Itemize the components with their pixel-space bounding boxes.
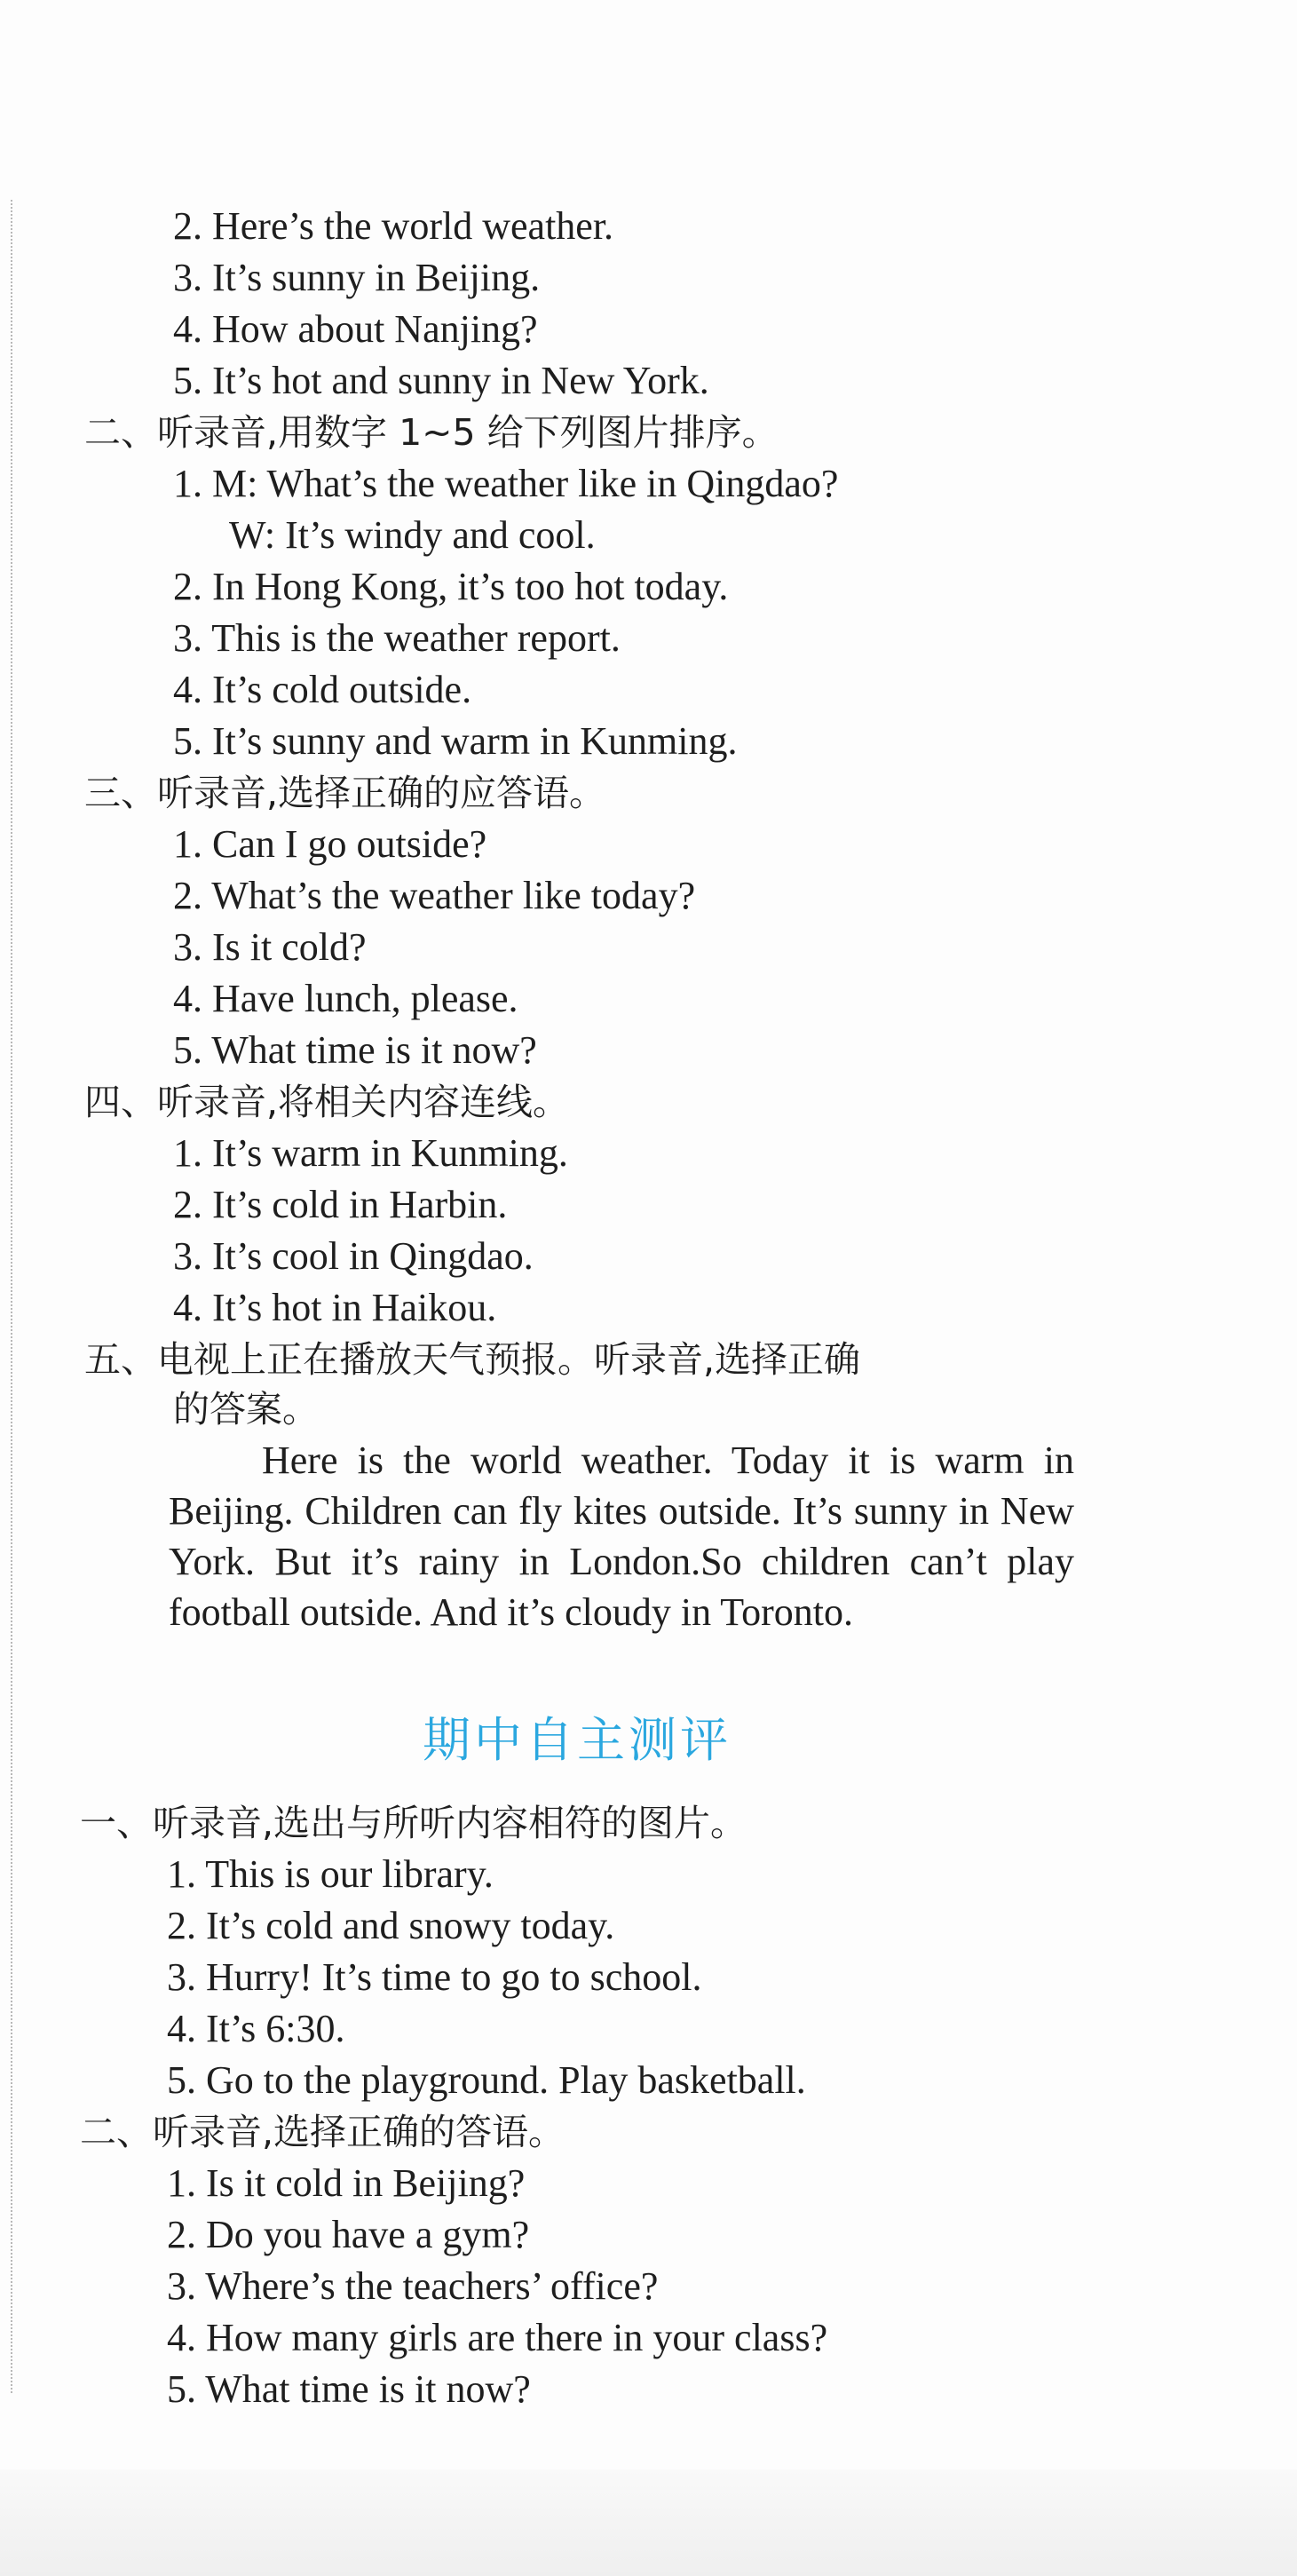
list-item: 3. Is it cold?	[173, 925, 367, 969]
list-item: 3. It’s cool in Qingdao.	[173, 1234, 534, 1278]
list-item: 3. It’s sunny in Beijing.	[173, 256, 541, 299]
section-heading: 三、听录音,选择正确的应答语。	[84, 772, 606, 814]
list-item: 4. How many girls are there in your class?	[167, 2316, 828, 2359]
section-heading: 一、听录音,选出与所听内容相符的图片。	[80, 1802, 747, 1844]
list-item: 4. It’s cold outside.	[173, 668, 472, 711]
list-item: 2. What’s the weather like today?	[173, 874, 696, 917]
list-item: 5. What time is it now?	[167, 2367, 531, 2411]
list-item: 4. It’s hot in Haikou.	[173, 1286, 497, 1329]
list-item: 3. This is the weather report.	[173, 616, 621, 660]
list-item: 1. It’s warm in Kunming.	[173, 1131, 568, 1175]
list-item: 2. In Hong Kong, it’s too hot today.	[173, 565, 729, 608]
list-item: 4. It’s 6:30.	[167, 2007, 345, 2050]
list-item: 3. Where’s the teachers’ office?	[167, 2264, 659, 2308]
page-footer-shade	[0, 2469, 1297, 2576]
list-item: 2. Here’s the world weather.	[173, 204, 614, 248]
list-item: 5. It’s sunny and warm in Kunming.	[173, 719, 738, 763]
list-item: 5. Go to the playground. Play basketball.	[167, 2058, 806, 2102]
list-item: 1. This is our library.	[167, 1852, 494, 1896]
list-item: 1. Is it cold in Beijing?	[167, 2161, 526, 2205]
list-item: 1. Can I go outside?	[173, 822, 487, 866]
section-heading-continuation: 的答案。	[173, 1388, 319, 1431]
section-heading: 二、听录音,选择正确的答语。	[80, 2111, 565, 2153]
list-item: 4. How about Nanjing?	[173, 307, 538, 351]
weather-passage: Here is the world weather. Today it is warm in Beijing. Children can fly kites outside. It’s sunny in New York. But it’s rainy in London.So children can’t play football outside. And it’s cloudy in Toronto.	[169, 1439, 1074, 1634]
list-item-continuation: W: It’s windy and cool.	[229, 513, 596, 557]
section-heading: 五、电视上正在播放天气预报。听录音,选择正确	[84, 1338, 861, 1381]
section-heading: 四、听录音,将相关内容连线。	[84, 1081, 570, 1123]
list-item: 1. M: What’s the weather like in Qingdao?	[173, 462, 839, 505]
list-item: 2. It’s cold in Harbin.	[173, 1183, 508, 1226]
section-heading: 二、听录音,用数字 1~5 给下列图片排序。	[84, 411, 779, 454]
list-item: 5. It’s hot and sunny in New York.	[173, 359, 709, 402]
margin-dotted-line	[11, 200, 12, 2393]
list-item: 2. It’s cold and snowy today.	[167, 1904, 615, 1947]
list-item: 3. Hurry! It’s time to go to school.	[167, 1955, 702, 1999]
page-title: 期中自主测评	[423, 1712, 732, 1768]
list-item: 5. What time is it now?	[173, 1028, 537, 1072]
list-item: 2. Do you have a gym?	[167, 2213, 530, 2256]
list-item: 4. Have lunch, please.	[173, 977, 518, 1020]
